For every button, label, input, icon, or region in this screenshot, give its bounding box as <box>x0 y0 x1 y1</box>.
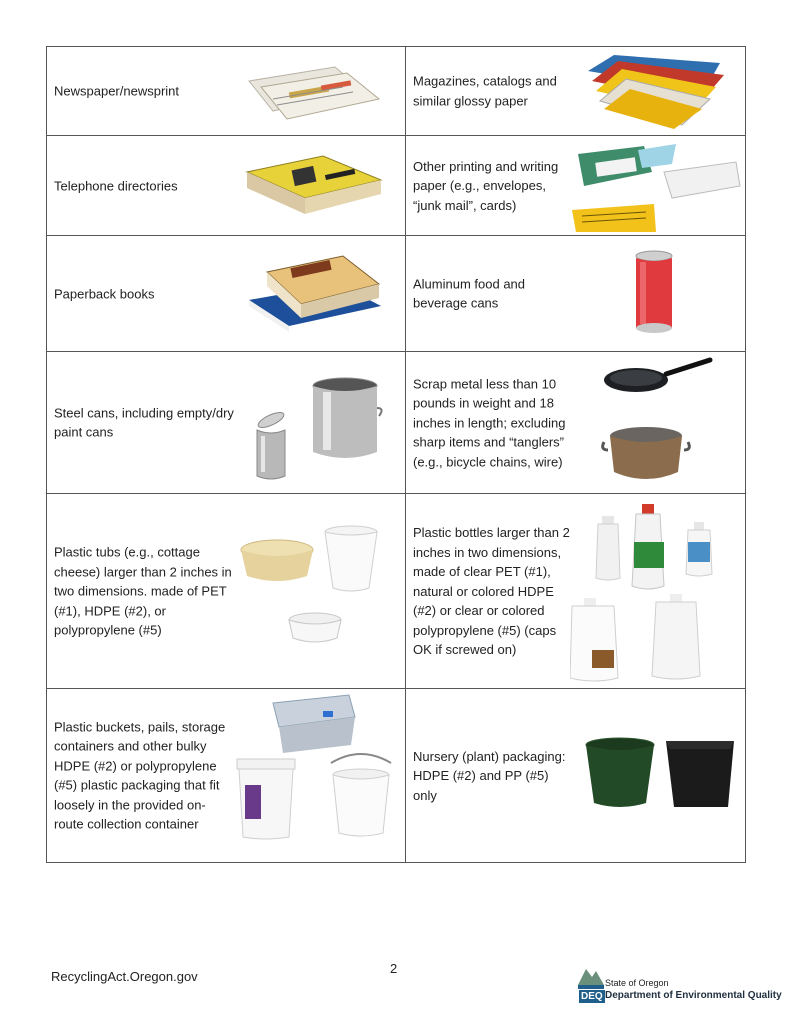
phone-directory-icon <box>243 152 383 218</box>
steel-cans-icon <box>253 372 383 482</box>
item-label: Scrap metal less than 10 pounds in weight and 18 inches in length; excluding sharp items and “tanglers” (e.g., bicycle chains, wire) <box>413 375 566 469</box>
item-cell-printing-paper <box>406 136 746 236</box>
item-label: Plastic tubs (e.g., cottage cheese) larger than 2 inches in two dimensions. made of PET (#1), HDPE (#2), or polypropylene (#5) <box>54 544 232 638</box>
item-cell-paperback-books <box>47 236 406 352</box>
plastic-tubs-icon <box>237 524 387 650</box>
scrap-metal-icon <box>600 356 714 490</box>
item-label: Other printing and writing paper (e.g., envelopes, “junk mail”, cards) <box>413 158 559 213</box>
page-number: 2 <box>390 961 398 976</box>
plastic-buckets-icon <box>231 689 401 859</box>
item-cell-aluminum-cans <box>406 236 746 352</box>
item-label: Steel cans, including empty/dry paint cans <box>54 405 234 440</box>
paperback-books-icon <box>243 250 383 334</box>
deq-logo <box>578 963 782 1007</box>
item-label: Telephone directories <box>54 177 178 193</box>
item-cell-plastic-tubs <box>47 494 406 689</box>
item-cell-magazines <box>406 47 746 136</box>
item-cell-newspaper <box>47 47 406 136</box>
logo-department: Department of Environmental Quality <box>605 990 782 1001</box>
item-cell-nursery-pots <box>406 689 746 863</box>
mail-paper-icon <box>572 142 742 232</box>
item-cell-plastic-bottles <box>406 494 746 689</box>
item-label: Nursery (plant) packaging: HDPE (#2) and PP (#5) only <box>413 748 566 803</box>
item-label: Magazines, catalogs and similar glossy paper <box>413 73 557 108</box>
logo-abbrev: DEQ <box>581 991 603 1002</box>
item-cell-phone-directories <box>47 136 406 236</box>
item-cell-steel-cans <box>47 352 406 494</box>
item-label: Plastic buckets, pails, storage containers and other bulky HDPE (#2) or polypropylene (#5) plastic packaging that fit loosely in the provided on-route collection container <box>54 719 226 832</box>
magazines-icon <box>584 51 726 131</box>
recyclables-table <box>46 46 746 863</box>
aluminum-can-icon <box>622 248 686 338</box>
item-label: Plastic bottles larger than 2 inches in two dimensions, made of clear PET (#1), natural or colored HDPE (#2) or clear or colored polypropylene (#5) (caps OK if screwed on) <box>413 524 570 657</box>
newspaper-icon <box>243 59 383 121</box>
nursery-pots-icon <box>582 737 738 817</box>
plastic-bottles-icon <box>570 502 726 684</box>
footer-url[interactable]: RecyclingAct.Oregon.gov <box>51 969 198 984</box>
item-cell-scrap-metal <box>406 352 746 494</box>
logo-state-text: State of Oregon <box>605 978 669 988</box>
item-label: Paperback books <box>54 285 155 301</box>
item-label: Newspaper/newsprint <box>54 83 180 99</box>
item-cell-plastic-buckets <box>47 689 406 863</box>
item-label: Aluminum food and beverage cans <box>413 276 526 311</box>
